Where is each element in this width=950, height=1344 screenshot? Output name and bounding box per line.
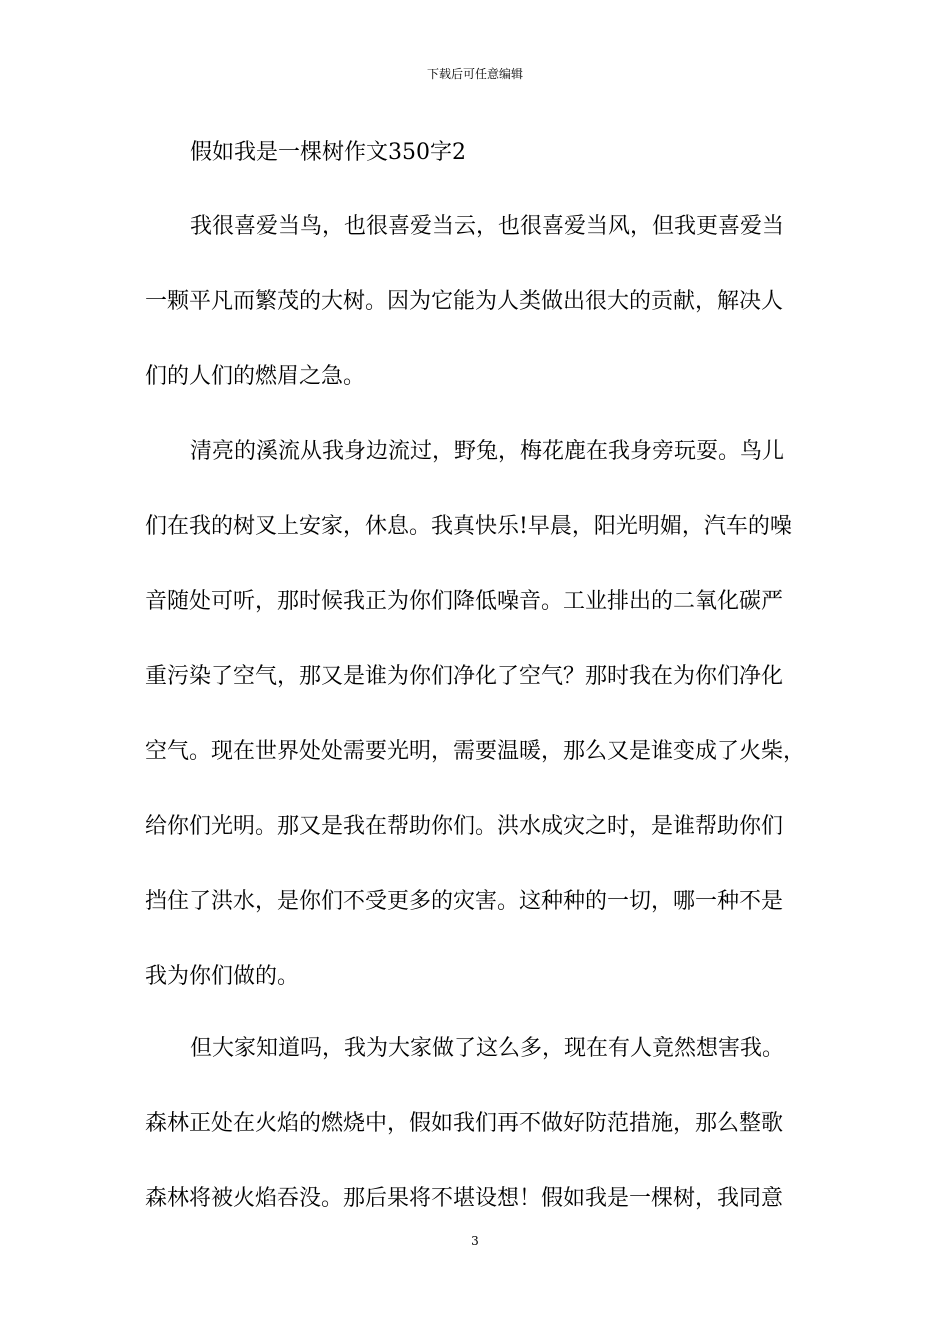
paragraph-line: 音随处可听，那时候我正为你们降低噪音。工业排出的二氧化碳严 [145,589,784,614]
paragraph-line: 但大家知道吗，我为大家做了这么多，现在有人竟然想害我。 [190,1036,785,1061]
paragraph-line: 我很喜爱当鸟，也很喜爱当云，也很喜爱当风，但我更喜爱当 [190,214,785,239]
document-title: 假如我是一棵树作文350字2 [190,140,466,165]
paragraph-line: 空气。现在世界处处需要光明，需要温暖，那么又是谁变成了火柴， [145,739,806,764]
paragraph-line: 们在我的树叉上安家，休息。我真快乐!早晨，阳光明媚，汽车的噪 [145,514,792,539]
paragraph-line: 一颗平凡而繁茂的大树。因为它能为人类做出很大的贡献，解决人 [145,289,784,314]
paragraph-line: 给你们光明。那又是我在帮助你们。洪水成灾之时，是谁帮助你们 [145,814,784,839]
paragraph-line: 清亮的溪流从我身边流过，野兔，梅花鹿在我身旁玩耍。鸟儿 [190,439,785,464]
paragraph-line: 挡住了洪水，是你们不受更多的灾害。这种种的一切，哪一种不是 [145,889,784,914]
paragraph-line: 我为你们做的。 [145,964,300,989]
page-number: 3 [471,1234,479,1248]
page-header: 下载后可任意编辑 [426,67,523,81]
paragraph-line: 森林正处在火焰的燃烧中，假如我们再不做好防范措施，那么整歌 [145,1111,784,1136]
paragraph-line: 重污染了空气，那又是谁为你们净化了空气？那时我在为你们净化 [145,664,784,689]
paragraph-line: 们的人们的燃眉之急。 [145,364,366,389]
paragraph-line: 森林将被火焰吞没。那后果将不堪设想！假如我是一棵树，我同意 [145,1186,784,1211]
